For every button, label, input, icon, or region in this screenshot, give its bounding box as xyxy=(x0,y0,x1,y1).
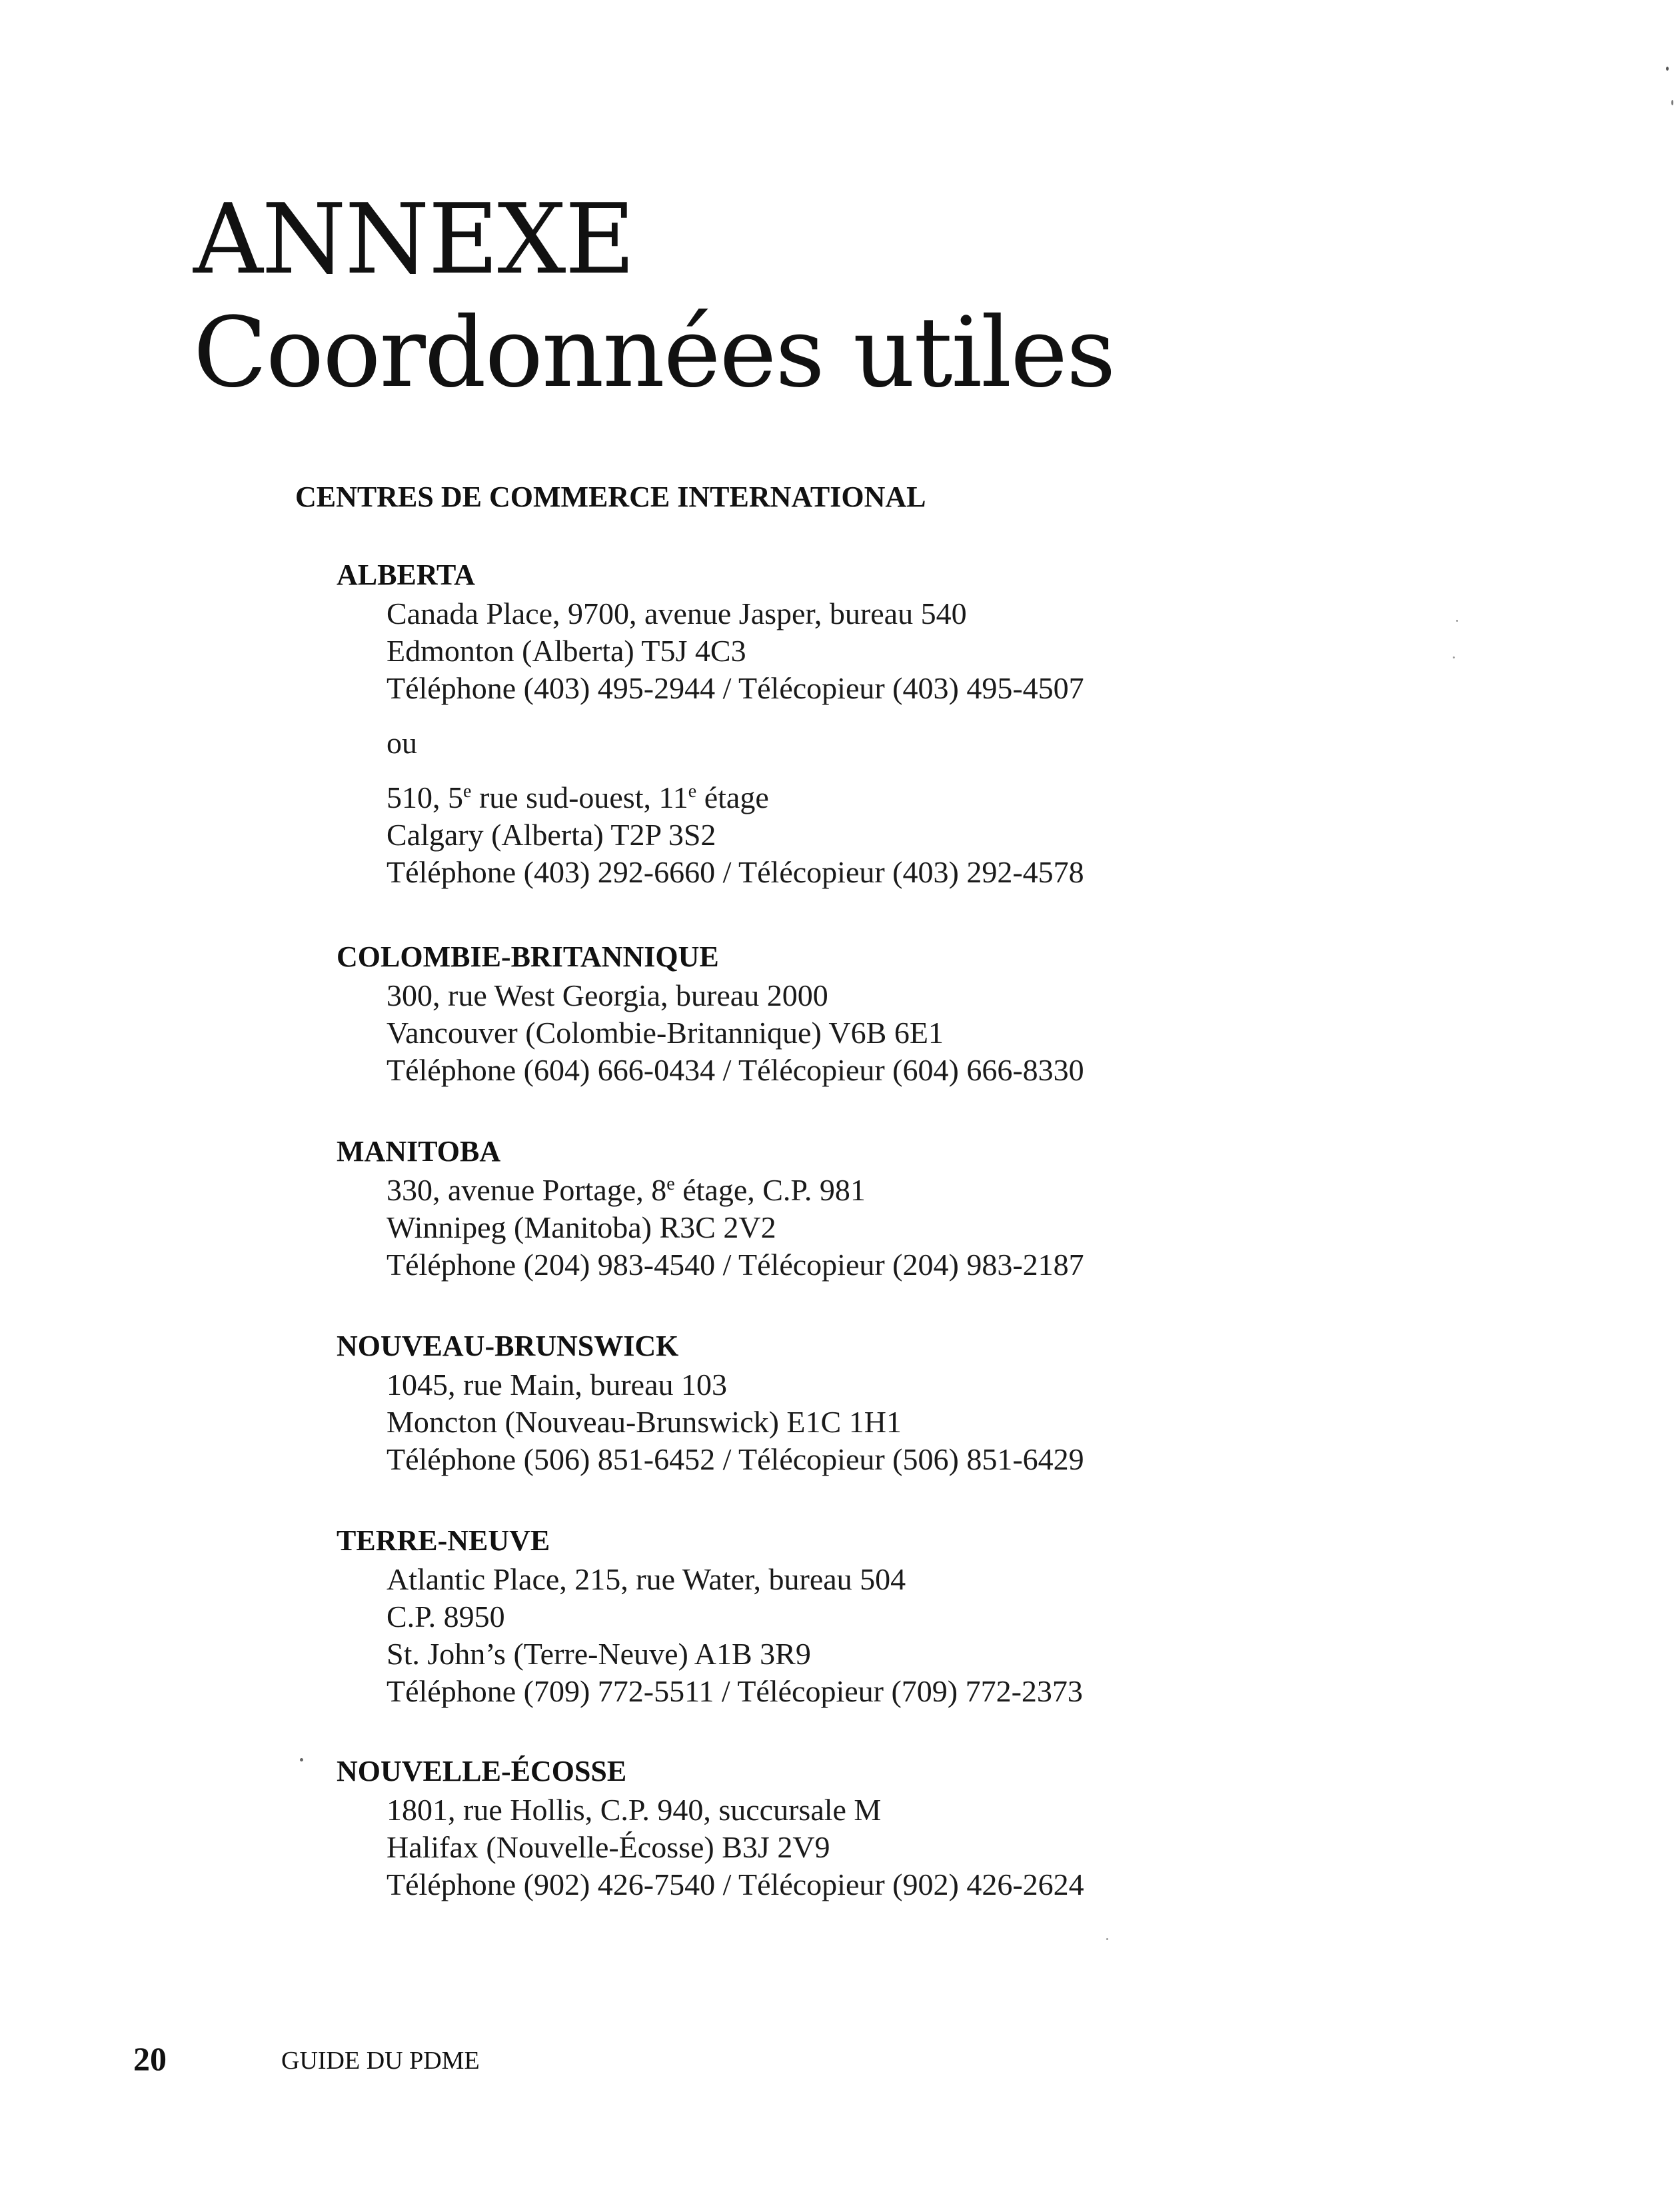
ordinal-superscript: e xyxy=(666,1174,675,1194)
address-line: 300, rue West Georgia, bureau 2000 xyxy=(387,978,828,1012)
region-name: NOUVEAU-BRUNSWICK xyxy=(337,1330,679,1362)
alt-address-line xyxy=(387,779,1084,816)
scan-speck xyxy=(300,1758,303,1761)
region-name: NOUVELLE-ÉCOSSE xyxy=(337,1755,627,1787)
city-line: Moncton (Nouveau-Brunswick) E1C 1H1 xyxy=(387,1405,902,1439)
scan-speck xyxy=(1456,620,1458,622)
address-line: Atlantic Place, 215, rue Water, bureau 504 xyxy=(387,1562,906,1596)
address-line xyxy=(387,1172,1084,1209)
region-terre-neuve xyxy=(337,1522,1083,1710)
section-heading: CENTRES DE COMMERCE INTERNATIONAL xyxy=(295,481,926,513)
ordinal-superscript: e xyxy=(688,781,697,802)
region-lines xyxy=(387,1791,1084,1903)
city-line: Edmonton (Alberta) T5J 4C3 xyxy=(387,634,746,668)
phone-fax-line: Téléphone (506) 851-6452 / Télécopieur (506) 851-6429 xyxy=(387,1442,1084,1476)
region-alberta xyxy=(337,556,1084,891)
scan-speck xyxy=(1106,1938,1108,1940)
region-name: ALBERTA xyxy=(337,558,475,591)
region-lines xyxy=(387,1561,1083,1710)
region-nouvelle-ecosse xyxy=(337,1753,1084,1903)
phone-fax-line: Téléphone (604) 666-0434 / Télécopieur (604) 666-8330 xyxy=(387,1053,1084,1087)
phone-fax-line: Téléphone (902) 426-7540 / Télécopieur (902) 426-2624 xyxy=(387,1867,1084,1901)
page-number: 20 xyxy=(133,2040,167,2077)
city-line: Winnipeg (Manitoba) R3C 2V2 xyxy=(387,1210,776,1244)
ordinal-superscript: e xyxy=(463,781,472,802)
region-manitoba xyxy=(337,1133,1084,1284)
address-line: 1801, rue Hollis, C.P. 940, succursale M xyxy=(387,1793,882,1827)
alt-city-line: Calgary (Alberta) T2P 3S2 xyxy=(387,818,716,852)
running-title: GUIDE DU PDME xyxy=(281,2047,480,2075)
region-lines xyxy=(387,1172,1084,1284)
phone-fax-line: Téléphone (403) 495-2944 / Télécopieur (403) 495-4507 xyxy=(387,671,1084,705)
region-name: COLOMBIE-BRITANNIQUE xyxy=(337,940,719,973)
address-line: 1045, rue Main, bureau 103 xyxy=(387,1368,727,1402)
page-title xyxy=(193,183,1115,410)
scan-speck xyxy=(1453,656,1455,658)
region-name: TERRE-NEUVE xyxy=(337,1524,550,1557)
region-name: MANITOBA xyxy=(337,1135,501,1168)
alt-address-part: rue sud-ouest, 11 xyxy=(471,780,688,814)
region-lines xyxy=(387,977,1084,1089)
address-part: 330, avenue Portage, 8 xyxy=(387,1173,667,1207)
address-line: Canada Place, 9700, avenue Jasper, bureau 540 xyxy=(387,596,967,630)
phone-fax-line: Téléphone (709) 772-5511 / Télécopieur (709) 772-2373 xyxy=(387,1674,1083,1708)
city-line: Halifax (Nouvelle-Écosse) B3J 2V9 xyxy=(387,1830,830,1864)
region-lines xyxy=(387,595,1084,891)
po-box-line: C.P. 8950 xyxy=(387,1600,505,1634)
phone-fax-line: Téléphone (204) 983-4540 / Télécopieur (204) 983-2187 xyxy=(387,1248,1084,1282)
region-nouveau-brunswick xyxy=(337,1328,1084,1478)
region-colombie-britannique xyxy=(337,938,1084,1089)
region-lines xyxy=(387,1366,1084,1478)
page-footer xyxy=(133,2039,480,2078)
alt-phone-fax-line: Téléphone (403) 292-6660 / Télécopieur (403) 292-4578 xyxy=(387,855,1084,889)
alt-address-part: 510, 5 xyxy=(387,780,463,814)
alt-address-part: étage xyxy=(696,780,769,814)
scan-speck xyxy=(1666,67,1669,71)
title-line-annexe: ANNEXE xyxy=(193,183,634,296)
address-part: étage, C.P. 981 xyxy=(674,1173,866,1207)
or-separator: ou xyxy=(387,726,417,760)
city-line: St. John’s (Terre-Neuve) A1B 3R9 xyxy=(387,1637,811,1671)
title-line-coordonnees: Coordonnées utiles xyxy=(193,297,1115,409)
scan-speck xyxy=(1671,100,1673,105)
city-line: Vancouver (Colombie-Britannique) V6B 6E1 xyxy=(387,1016,944,1050)
